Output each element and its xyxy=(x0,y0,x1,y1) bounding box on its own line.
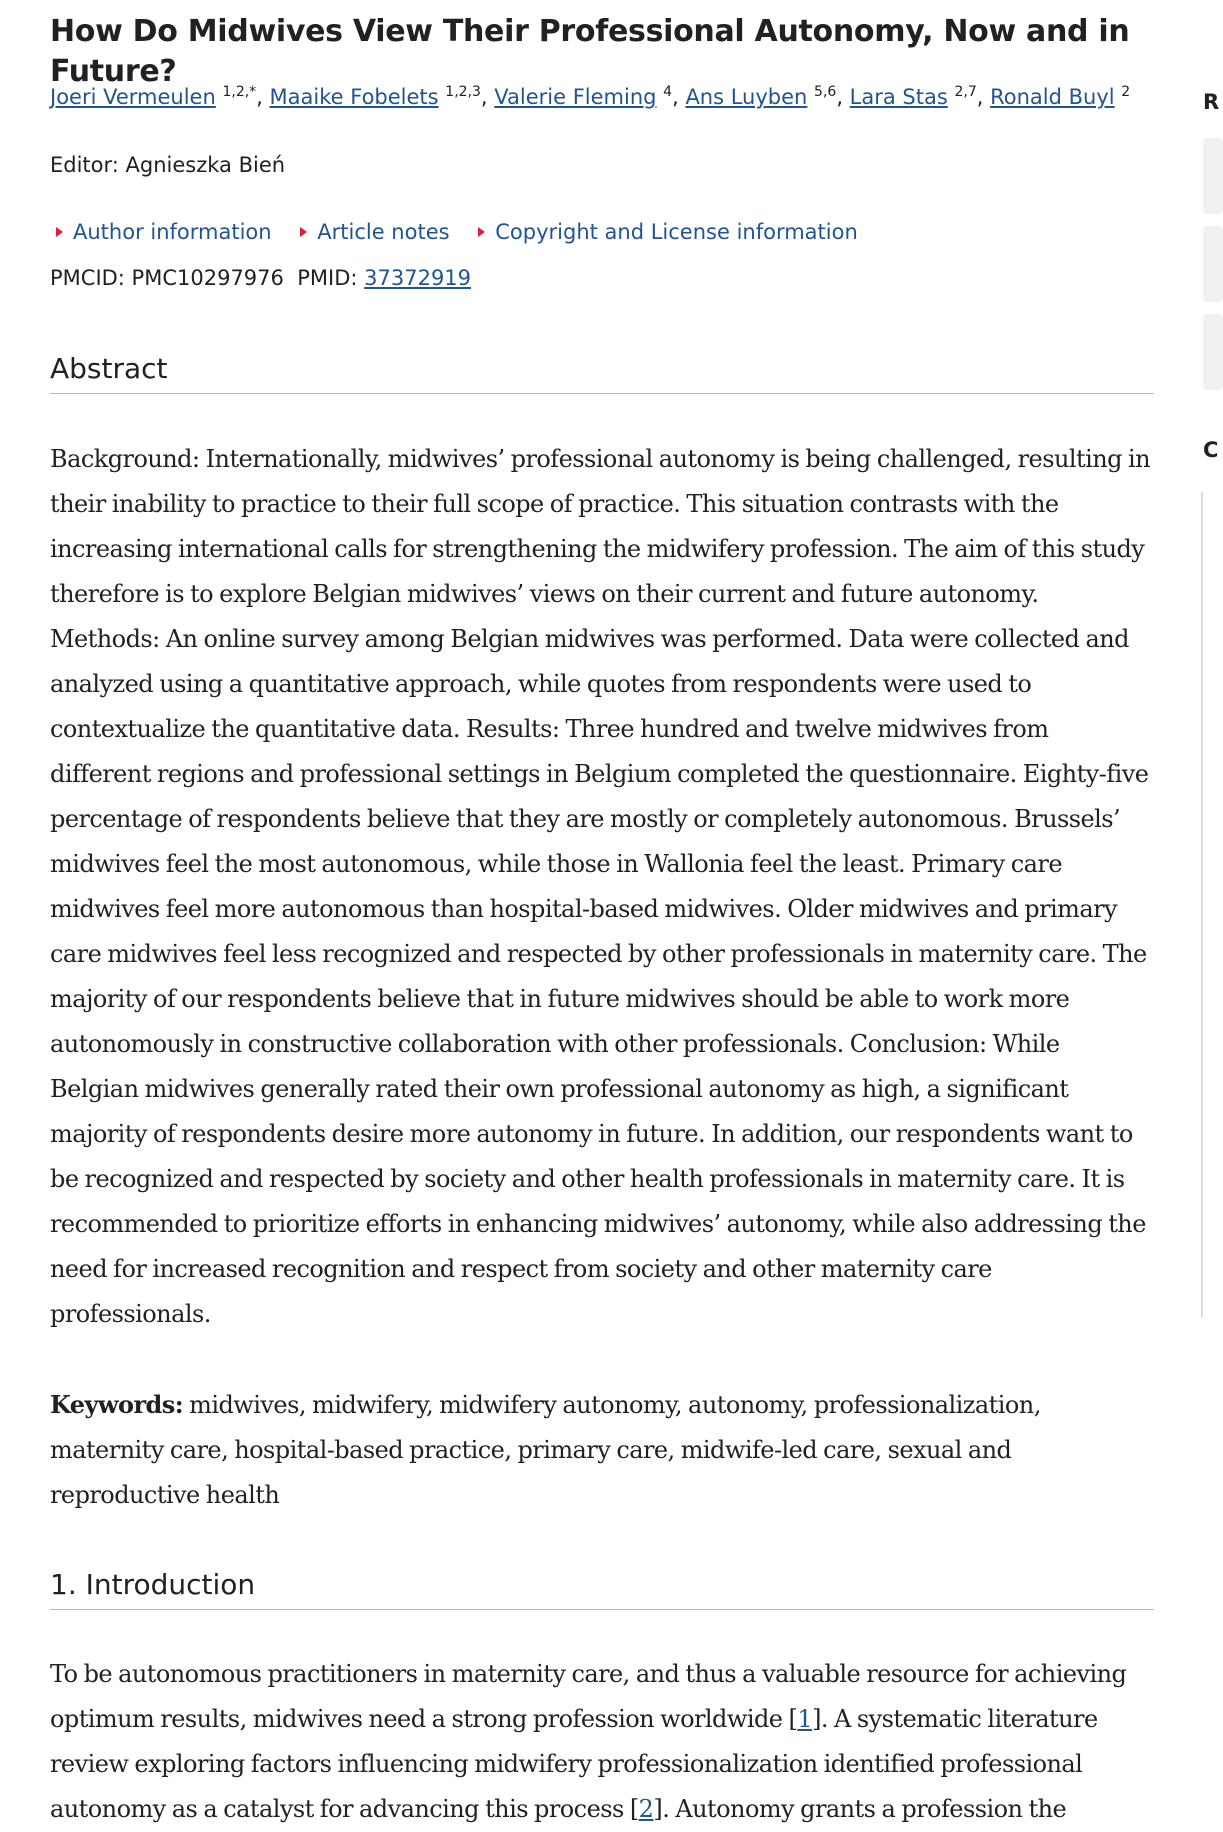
author-affil-luyben: 5,6 xyxy=(814,84,837,100)
author-link-vermeulen[interactable]: Joeri Vermeulen xyxy=(50,85,216,109)
sidebar-divider xyxy=(1201,492,1203,1318)
pmcid-text: PMCID: PMC10297976 PMID: xyxy=(50,266,365,290)
keywords-text: midwives, midwifery, midwifery autonomy, autonomy, professionalization, maternity care, hospital-based practice, primary care, midwife-led care, sexual and reproductive health xyxy=(50,1391,1041,1509)
pmid-link[interactable]: 37372919 xyxy=(364,266,472,290)
author-affil-fobelets: 1,2,3 xyxy=(445,84,481,100)
sidebar-action-button[interactable] xyxy=(1203,314,1223,390)
sidebar-action-button[interactable] xyxy=(1203,226,1223,302)
expand-triangle-icon xyxy=(478,227,485,237)
reference-link-2[interactable]: 2 xyxy=(638,1795,654,1823)
author-link-buyl[interactable]: Ronald Buyl xyxy=(990,85,1115,109)
author-link-luyben[interactable]: Ans Luyben xyxy=(685,85,808,109)
author-separator: , xyxy=(976,85,991,109)
introduction-paragraph xyxy=(50,1652,1154,1832)
author-separator: , xyxy=(256,85,270,109)
article-notes-toggle[interactable] xyxy=(294,217,449,247)
author-separator: , xyxy=(480,85,495,109)
sidebar-contents-heading-fragment: C xyxy=(1203,438,1219,462)
keywords-label: Keywords: xyxy=(50,1390,184,1419)
author-link-fleming[interactable]: Valerie Fleming xyxy=(494,85,657,109)
article-title: How Do Midwives View Their Professional Autonomy, Now and in Future? xyxy=(50,14,1130,89)
expand-triangle-icon xyxy=(56,227,63,237)
expand-triangle-icon xyxy=(300,227,307,237)
author-affil-fleming: 4 xyxy=(663,84,673,100)
author-affil-buyl: 2 xyxy=(1121,84,1131,100)
author-information-toggle[interactable] xyxy=(50,217,272,247)
introduction-heading: 1. Introduction xyxy=(50,1565,1154,1610)
abstract-text: Background: Internationally, midwives’ professional autonomy is being challenged, resulting in their inability to practice to their full scope of practice. This situation contrasts with the increasing international calls for strengthening the midwifery profession. The aim of this study therefore is to explore Belgian midwives’ views on their current and future autonomy. Methods: An online survey among Belgian midwives was performed. Data were collected and analyzed using a quantitative approach, while quotes from respondents were used to contextualize the quantitative data. Results: Three hundred and twelve midwives from different regions and professional settings in Belgium completed the questionnaire. Eighty-five percentage of respondents believe that they are mostly or completely autonomous. Brussels’ midwives feel the most autonomous, while those in Wallonia feel the least. Primary care midwives feel more autonomous than hospital-based midwives. Older midwives and primary care midwives feel less recognized and respected by other professionals in maternity care. The majority of our respondents believe that in future midwives should be able to work more autonomously in constructive collaboration with other professionals. Conclusion: While Belgian midwives generally rated their own professional autonomy as high, a significant majority of respondents desire more autonomy in future. In addition, our respondents want to be recognized and respected by society and other health professionals in maternity care. It is recommended to prioritize efforts in enhancing midwives’ autonomy, while also addressing the need for increased recognition and respect from society and other maternity care professionals. xyxy=(50,445,1151,1328)
abstract-heading: Abstract xyxy=(50,349,1154,394)
author-information-label: Author information xyxy=(73,220,272,244)
keywords-paragraph xyxy=(50,1382,1154,1518)
intro-text-1: To be autonomous practitioners in maternity care, and thus a valuable resource for achieving optimum results, midwives need a strong profession worldwide [ xyxy=(50,1660,1127,1733)
author-link-stas[interactable]: Lara Stas xyxy=(849,85,948,109)
copyright-license-toggle[interactable] xyxy=(472,217,858,247)
article-identifiers xyxy=(50,263,471,293)
author-separator: , xyxy=(672,85,686,109)
copyright-license-label: Copyright and License information xyxy=(495,220,858,244)
author-link-fobelets[interactable]: Maaike Fobelets xyxy=(269,85,439,109)
reference-link-1[interactable]: 1 xyxy=(797,1705,813,1733)
sidebar-heading-fragment: R xyxy=(1203,90,1220,114)
sidebar-action-button[interactable] xyxy=(1203,138,1223,214)
article-notes-bar xyxy=(50,217,874,247)
author-list xyxy=(50,82,1170,112)
article-notes-label: Article notes xyxy=(317,220,450,244)
author-affil-stas: 2,7 xyxy=(954,84,977,100)
intro-text-3: ]. Autonomy grants a profession the xyxy=(653,1795,1067,1823)
author-affil-vermeulen: 1,2,* xyxy=(222,84,257,100)
article-editor: Editor: Agnieszka Bień xyxy=(50,153,286,177)
intro-text-2: ]. A systematic literature review exploring factors influencing midwifery professionalization identified professional autonomy as a catalyst for advancing this process [ xyxy=(50,1705,1098,1823)
author-separator: , xyxy=(836,85,850,109)
